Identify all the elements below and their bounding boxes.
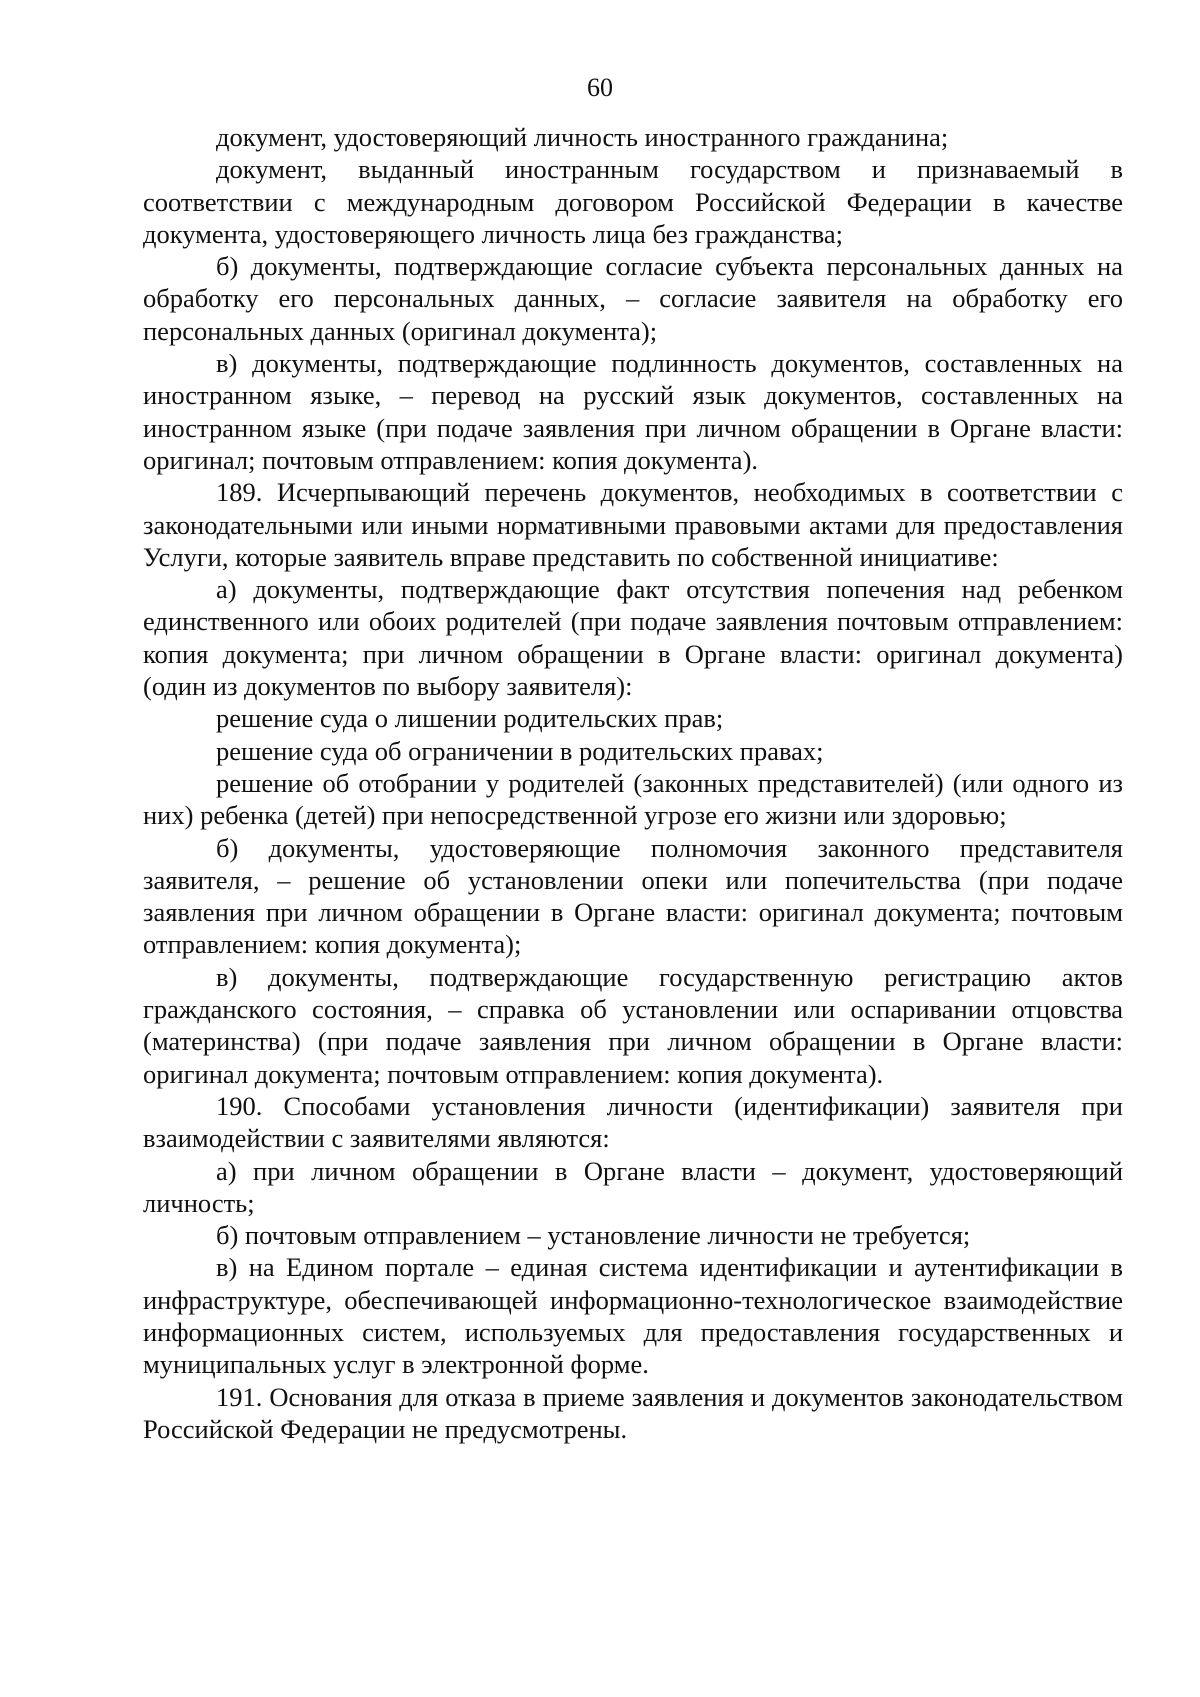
paragraph: документ, удостоверяющий личность иностранного гражданина; — [216, 122, 949, 152]
paragraph: в) документы, подтверждающие государственную регистрацию актов гражданского состояния, – справка об установлении или оспаривании отцовства (материнства) (при подаче заявления при личном обращении в Органе власти: оригинал документа; почтовым отправлением: копия документа). — [143, 961, 1123, 1089]
page-number: 60 — [587, 73, 613, 102]
paragraph: в) документы, подтверждающие подлинность документов, составленных на иностранном языке, – перевод на русский язык документов, составленных на иностранном языке (при подаче заявления при личном обращении в Органе власти: оригинал; почтовым отправлением: копия документа). — [143, 348, 1123, 475]
paragraph: 190. Способами установления личности (идентификации) заявителя при взаимодействии с заявителями являются: — [143, 1090, 1123, 1154]
paragraph: а) документы, подтверждающие факт отсутствия попечения над ребенком единственного или обоих родителей (при подаче заявления почтовым отправлением: копия документа; при личном обращении в Органе власти: оригинал документа) (один из документов по выбору заявителя): — [143, 574, 1123, 702]
paragraph: документ, выданный иностранным государством и признаваемый в соответствии с международным договором Российской Федерации в качестве документа, удостоверяющего личность лица без гражданства; — [143, 154, 1123, 249]
paragraph: решение суда о лишении родительских прав; — [216, 703, 724, 734]
paragraph: 189. Исчерпывающий перечень документов, необходимых в соответствии с законодательными или иными нормативными правовыми актами для предоставления Услуги, которые заявитель вправе представить по собственной инициативе: — [143, 477, 1123, 572]
paragraph: решение об отобрании у родителей (законных представителей) (или одного из них) ребенка (детей) при непосредственной угрозе его жизни или здоровью; — [143, 767, 1123, 831]
paragraph: б) документы, удостоверяющие полномочия законного представителя заявителя, – решение об установлении опеки или попечительства (при подаче заявления при личном обращении в Органе власти: оригинал документа; почтовым отправлением: копия документа); — [143, 832, 1123, 960]
paragraph: в) на Едином портале – единая система идентификации и аутентификации в инфраструктуре, обеспечивающей информационно-технологическое взаимодействие информационных систем, используемых для предоставления государственных и муниципальных услуг в электронной форме. — [143, 1252, 1123, 1380]
document-body — [143, 121, 1123, 1445]
paragraph: б) документы, подтверждающие согласие субъекта персональных данных на обработку его персональных данных, – согласие заявителя на обработку его персональных данных (оригинал документа); — [143, 251, 1123, 346]
paragraph: 191. Основания для отказа в приеме заявления и документов законодательством Российской Федерации не предусмотрены. — [143, 1381, 1123, 1444]
paragraph: б) почтовым отправлением – установление личности не требуется; — [216, 1220, 971, 1251]
paragraph: решение суда об ограничении в родительских правах; — [216, 735, 824, 766]
paragraph: а) при личном обращении в Органе власти – документ, удостоверяющий личность; — [143, 1155, 1123, 1218]
